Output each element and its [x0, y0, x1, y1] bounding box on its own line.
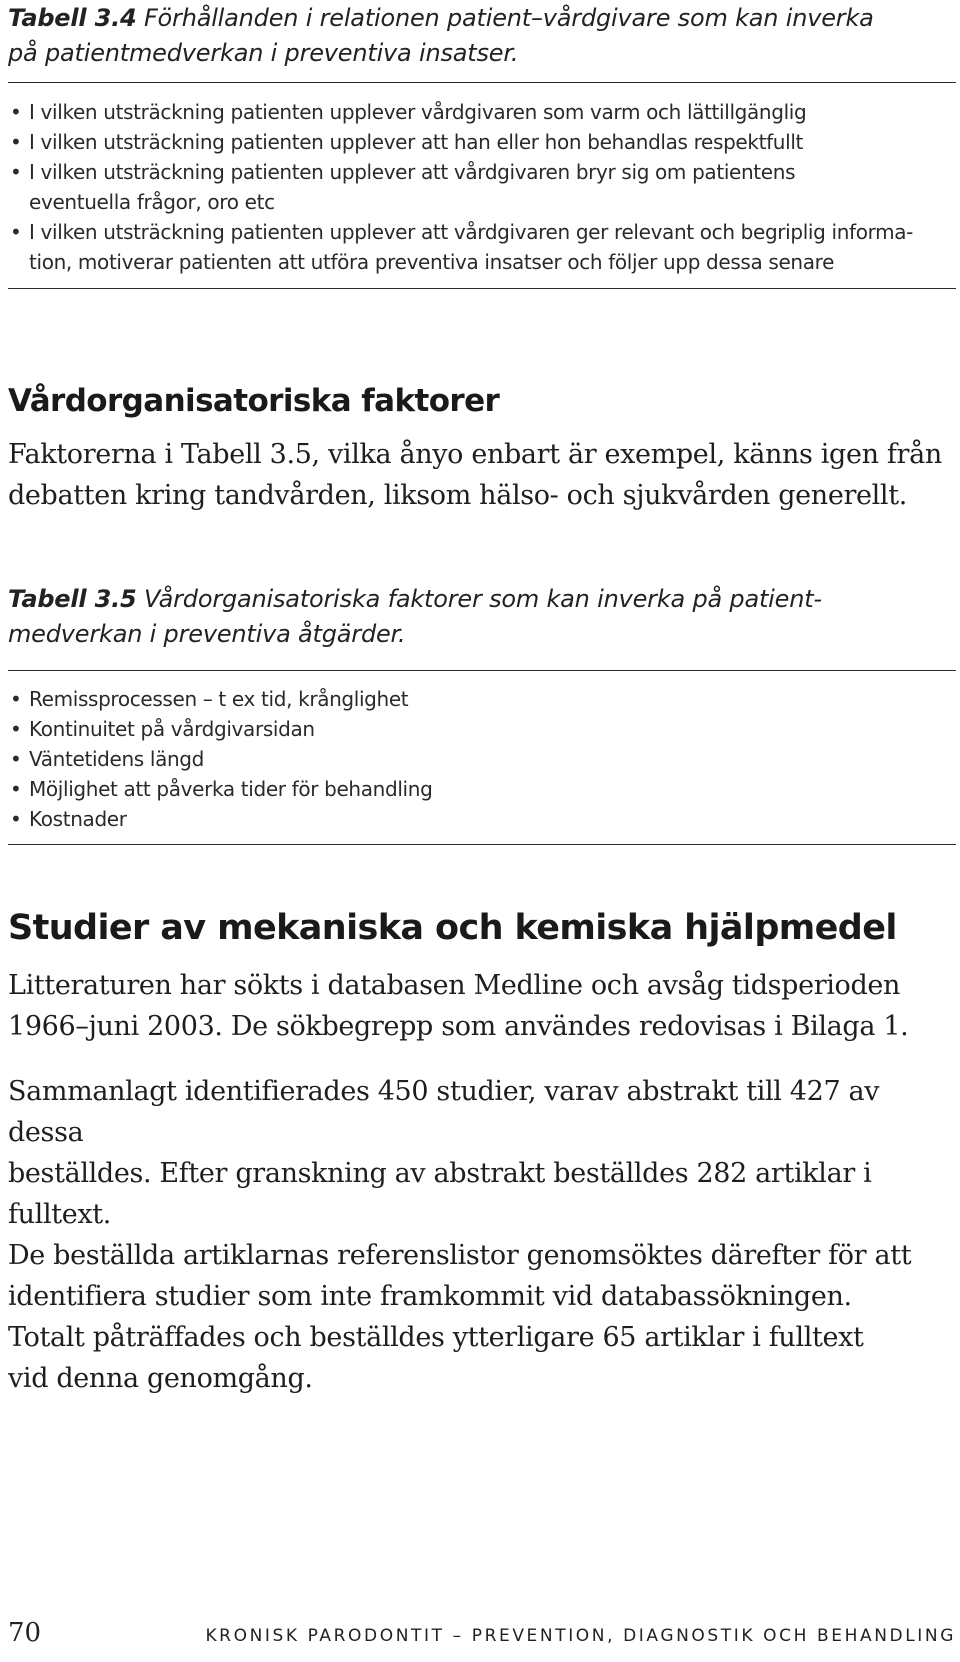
paragraph-line: debatten kring tandvården, liksom hälso- och sjukvården generellt. — [8, 480, 907, 511]
paragraph-line: Faktorerna i Tabell 3.5, vilka ånyo enbart är exempel, känns igen från — [8, 439, 942, 470]
caption-text: på patientmedverkan i preventiva insatser. — [8, 39, 519, 67]
caption-text: Vårdorganisatoriska faktorer som kan inverka på patient- — [136, 585, 822, 613]
paragraph-line: De beställda artiklarnas referenslistor genomsöktes därefter för att — [8, 1240, 912, 1271]
list-item-text: eventuella frågor, oro etc — [29, 190, 275, 214]
table-top-rule — [8, 670, 956, 671]
list-item — [8, 97, 956, 127]
bullet-glyph: • — [10, 160, 22, 184]
list-item-text: I vilken utsträckning patienten upplever att vårdgivaren ger relevant och begriplig informa- — [29, 220, 914, 244]
bullet-glyph: • — [10, 807, 22, 831]
table-bottom-rule — [8, 844, 956, 845]
list-item — [8, 804, 956, 834]
bullet-glyph: • — [10, 130, 22, 154]
table-label: Tabell 3.5 — [8, 585, 137, 613]
table-top-rule — [8, 82, 956, 83]
bullet-glyph: • — [10, 220, 22, 244]
body-paragraph — [8, 1071, 956, 1399]
list-item — [8, 217, 956, 277]
paragraph-line: vid denna genomgång. — [8, 1363, 313, 1394]
bullet-glyph: • — [10, 100, 22, 124]
list-item-text: tion, motiverar patienten att utföra preventiva insatser och följer upp dessa senare — [29, 250, 835, 274]
table-3-5-caption — [8, 582, 956, 652]
list-item-text: I vilken utsträckning patienten upplever vårdgivaren som varm och lättillgänglig — [29, 100, 807, 124]
paragraph-line: beställdes. Efter granskning av abstrakt beställdes 282 artiklar i fulltext. — [8, 1158, 872, 1230]
section-heading: Studier av mekaniska och kemiska hjälpmedel — [8, 908, 897, 948]
table-3-5-list — [8, 684, 956, 834]
paragraph-line: identifiera studier som inte framkommit vid databassökningen. — [8, 1281, 852, 1312]
list-item-text: Kostnader — [29, 807, 127, 831]
caption-text: medverkan i preventiva åtgärder. — [8, 620, 406, 648]
page-footer — [8, 1618, 956, 1654]
list-item — [8, 157, 956, 217]
bullet-glyph: • — [10, 687, 22, 711]
paragraph-line: Sammanlagt identifierades 450 studier, varav abstrakt till 427 av dessa — [8, 1076, 880, 1148]
list-item-text: I vilken utsträckning patienten upplever att han eller hon behandlas respektfullt — [29, 130, 804, 154]
table-3-4 — [8, 1, 956, 71]
table-bottom-rule — [8, 288, 956, 289]
paragraph-line: Litteraturen har sökts i databasen Medline och avsåg tidsperioden — [8, 970, 901, 1001]
table-label: Tabell 3.4 — [8, 4, 137, 32]
list-item — [8, 684, 956, 714]
list-item-text: Kontinuitet på vårdgivarsidan — [29, 717, 315, 741]
list-item — [8, 127, 956, 157]
list-item-text: Väntetidens längd — [29, 747, 204, 771]
list-item-text: Remissprocessen – t ex tid, krånglighet — [29, 687, 409, 711]
document-page — [8, 0, 956, 1662]
list-item — [8, 744, 956, 774]
page-number: 70 — [8, 1618, 42, 1648]
caption-text: Förhållanden i relationen patient–vårdgivare som kan inverka — [136, 4, 874, 32]
section-heading: Vårdorganisatoriska faktorer — [8, 383, 500, 419]
bullet-glyph: • — [10, 717, 22, 741]
table-3-4-list — [8, 97, 956, 277]
body-paragraph — [8, 434, 956, 516]
paragraph-line: Totalt påträffades och beställdes ytterligare 65 artiklar i fulltext — [8, 1322, 864, 1353]
list-item — [8, 774, 956, 804]
running-title: KRONISK PARODONTIT – PREVENTION, DIAGNOSTIK OCH BEHANDLING — [205, 1626, 956, 1646]
list-item — [8, 714, 956, 744]
list-item-text: I vilken utsträckning patienten upplever att vårdgivaren bryr sig om patientens — [29, 160, 796, 184]
list-item-text: Möjlighet att påverka tider för behandling — [29, 777, 433, 801]
paragraph-line: 1966–juni 2003. De sökbegrepp som användes redovisas i Bilaga 1. — [8, 1011, 909, 1042]
table-3-5 — [8, 582, 956, 652]
table-3-4-caption — [8, 1, 956, 71]
bullet-glyph: • — [10, 777, 22, 801]
bullet-glyph: • — [10, 747, 22, 771]
body-paragraph — [8, 965, 956, 1047]
